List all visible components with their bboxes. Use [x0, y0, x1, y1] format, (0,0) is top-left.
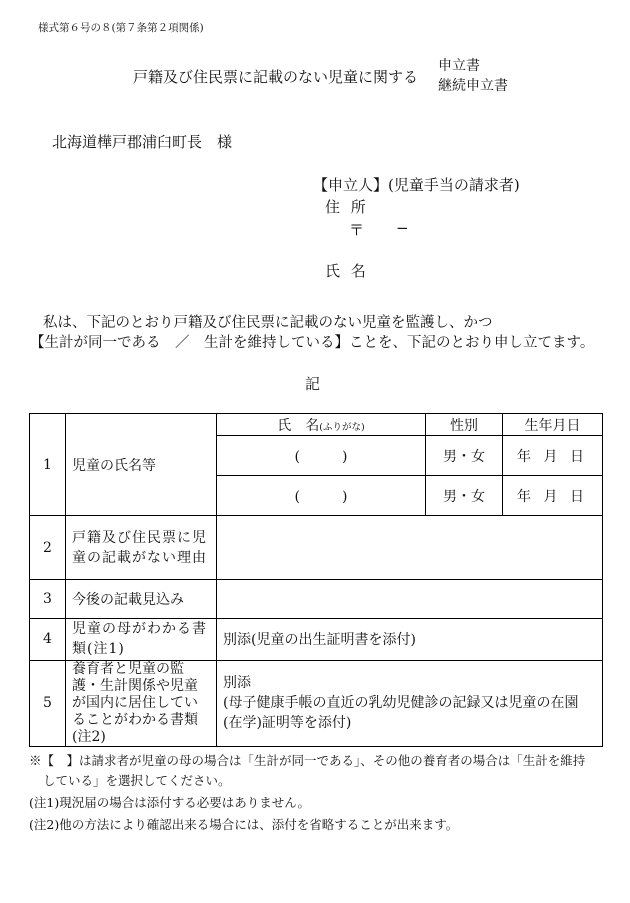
ki-heading: 記 — [305, 375, 321, 393]
row-label-mother-document: 児童の母がわかる書類(注1) — [66, 618, 217, 660]
row-number: 5 — [30, 660, 66, 746]
table-header-row — [30, 414, 603, 436]
custody-document-line-1: 別添 — [223, 675, 251, 692]
note-star-line-2: している」を選択してください。 — [43, 773, 231, 788]
form-title: 戸籍及び住民票に記載のない児童に関する — [133, 68, 419, 86]
child-sex-field[interactable]: 男・女 — [426, 476, 503, 516]
child-name-field[interactable]: ( ) — [217, 436, 426, 476]
row-number: 4 — [30, 618, 66, 660]
mother-document-content: 別添(児童の出生証明書を添付) — [217, 618, 603, 660]
title-option-continuation: 継続申立書 — [438, 78, 508, 94]
title-option-application: 申立書 — [438, 58, 480, 74]
header-sex: 性別 — [426, 414, 503, 436]
row-label-custody-document: 養育者と児童の監護・生計関係や児童が国内に居住していることがわかる書類(注2) — [66, 660, 217, 746]
row-label-child-name: 児童の氏名等 — [66, 414, 217, 516]
reason-field[interactable] — [217, 516, 603, 580]
header-name-text: 氏 名 — [277, 417, 320, 434]
note-1: (注1)現況届の場合は添付する必要はありません。 — [29, 795, 310, 810]
postal-code-dash: − — [396, 219, 409, 237]
child-dob-field[interactable]: 年 月 日 — [503, 436, 603, 476]
row-number: 1 — [30, 414, 66, 516]
details-table — [29, 413, 603, 747]
table-row — [30, 580, 603, 618]
header-dob: 生年月日 — [503, 414, 603, 436]
child-dob-field[interactable]: 年 月 日 — [503, 476, 603, 516]
header-name-furigana: (ふりがな) — [319, 421, 365, 433]
table-row — [30, 660, 603, 746]
row-number: 3 — [30, 580, 66, 618]
applicant-label: 【申立人】(児童手当の請求者) — [313, 176, 520, 194]
table-row — [30, 618, 603, 660]
row-label-prospect: 今後の記載見込み — [66, 580, 217, 618]
applicant-name-label: 氏 名 — [325, 262, 369, 280]
declaration-line-1: 私は、下記のとおり戸籍及び住民票に記載のない児童を監護し、かつ — [43, 315, 493, 331]
row-number: 2 — [30, 516, 66, 580]
postal-code-mark: 〒 — [349, 221, 365, 239]
child-name-field[interactable]: ( ) — [217, 476, 426, 516]
child-sex-field[interactable]: 男・女 — [426, 436, 503, 476]
custody-document-content — [217, 660, 603, 746]
address-label: 住 所 — [325, 198, 369, 216]
prospect-field[interactable] — [217, 580, 603, 618]
note-star-line-1: ※【 】は請求者が児童の母の場合は「生計が同一である」、その他の養育者の場合は「生計を維持 — [29, 753, 586, 768]
table-row — [30, 516, 603, 580]
row-label-reason: 戸籍及び住民票に児童の記載がない理由 — [66, 516, 217, 580]
note-2: (注2)他の方法により確認出来る場合には、添付を省略することが出来ます。 — [29, 817, 459, 832]
declaration-line-2: 【生計が同一である ／ 生計を維持している】ことを、下記のとおり申し立てます。 — [30, 335, 595, 351]
addressee: 北海道樺戸郡浦臼町長 様 — [52, 133, 233, 151]
header-name — [217, 414, 426, 436]
custody-document-line-2: (母子健康手帳の直近の乳幼児健診の記録又は児童の在園(在学)証明等を添付) — [223, 695, 579, 732]
form-number: 様式第６号の８(第７条第２項関係) — [38, 22, 204, 34]
